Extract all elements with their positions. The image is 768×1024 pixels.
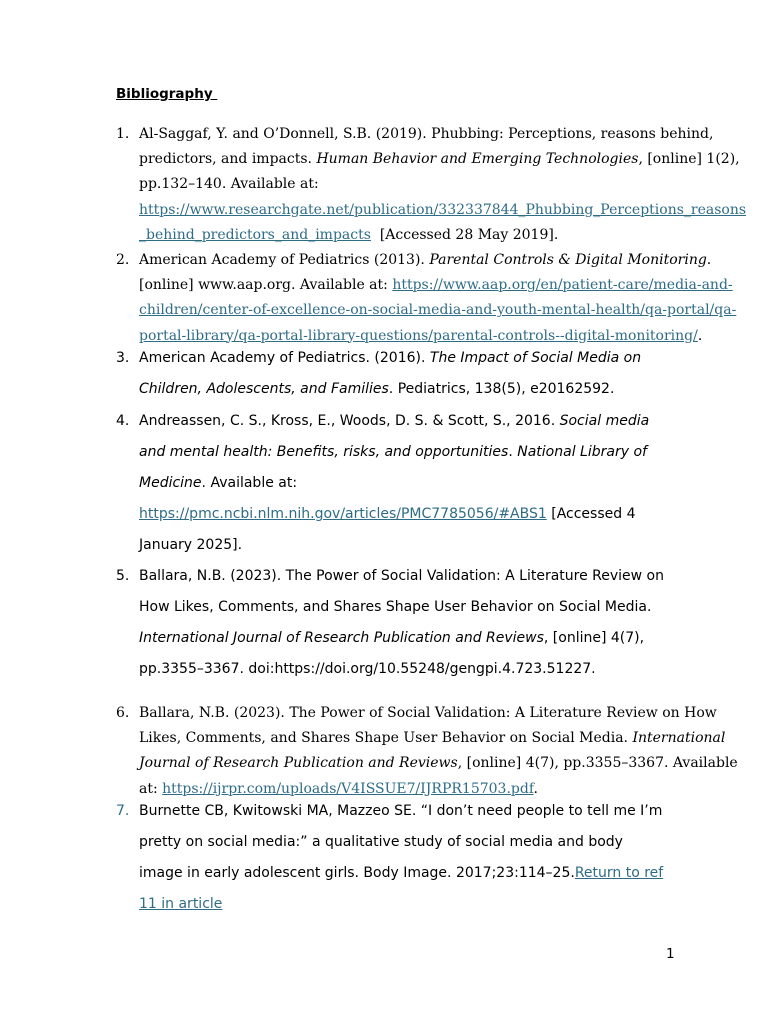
reference-title: The Impact of Social Media on (429, 350, 642, 366)
reference-number: 1. (116, 126, 130, 142)
journal-title: Journal of Research Publication and Reviews (139, 755, 458, 772)
reference-link[interactable]: portal-library/qa-portal-library-questions/parental-controls--digital-monitoring/ (139, 327, 698, 344)
reference-number: 4. (116, 413, 130, 429)
reference-text: Ballara, N.B. (2023). The Power of Social Validation: A Literature Review on How Likes, Comments, and Shares Shape User Behavior on Social Media. International Journal of Research Publication and Reviews, [online] 4(7), pp.3355–3367. Available at: https://ijrpr.com/uploads/V4ISSUE7/IJRPR15703.pdf. (139, 705, 738, 797)
reference-title: Parental Controls & Digital Monitoring (429, 252, 707, 268)
journal-title: International (632, 730, 726, 747)
reference-title: Children, Adolescents, and Families (139, 381, 389, 398)
reference-text: American Academy of Pediatrics (2013). Parental Controls & Digital Monitoring. [online] www.aap.org. Available at: https://www.aap.org/en/patient-care/media-and- children/center-of-excellence-on-social-media-and-youth-mental-health/qa-portal/qa- portal-library/qa-portal-library-questions/parental-controls--digital-monitoring/. (139, 252, 737, 344)
reference-link[interactable]: children/center-of-excellence-on-social-media-and-youth-mental-health/qa-portal/qa- (139, 302, 737, 319)
reference-title: and mental health: Benefits, risks, and opportunities (139, 444, 509, 461)
reference-text: Al-Saggaf, Y. and O’Donnell, S.B. (2019). Phubbing: Perceptions, reasons behind, predictors, and impacts. Human Behavior and Emerging Technologies, [online] 1(2), pp.132–140. Available at: https://www.researchgate.net/publication/332337844_Phubbing_Perceptions_reasons _behind_predictors_and_impacts [Accessed 28 May 2019]. (139, 126, 747, 243)
reference-text: Ballara, N.B. (2023). The Power of Social Validation: A Literature Review on How Likes, Comments, and Shares Shape User Behavior on Social Media. International Journal of Research Publication and Reviews, [online] 4(7), pp.3355–3367. doi:https://doi.org/10.55248/gengpi.4.723.51227. (139, 568, 664, 678)
reference-link[interactable]: https://www.aap.org/en/patient-care/media-and- (392, 277, 733, 294)
journal-title: Human Behavior and Emerging Technologies (316, 151, 639, 168)
reference-link[interactable]: _behind_predictors_and_impacts (139, 226, 371, 243)
return-to-ref-link[interactable]: Return to ref (574, 865, 664, 882)
reference-title: Social media (559, 413, 650, 429)
journal-title: International Journal of Research Publication and Reviews (139, 630, 544, 647)
bibliography-heading: Bibliography (116, 86, 218, 102)
reference-number: 6. (116, 705, 130, 721)
reference-number: 3. (116, 350, 130, 366)
reference-number: 2. (116, 252, 130, 268)
reference-link[interactable]: https://pmc.ncbi.nlm.nih.gov/articles/PMC7785056/#ABS1 (139, 506, 547, 523)
reference-text: Burnette CB, Kwitowski MA, Mazzeo SE. “I don’t need people to tell me I’m pretty on social media:” a qualitative study of social media and body image in early adolescent girls. Body Image. 2017;23:114–25.Return to ref 11 in article (139, 803, 664, 913)
journal-title: National Library of (517, 444, 647, 461)
page-number: 1 (666, 946, 675, 962)
return-to-ref-link[interactable]: 11 in article (139, 896, 223, 913)
reference-link[interactable]: https://www.researchgate.net/publication/332337844_Phubbing_Perceptions_reasons (139, 201, 747, 218)
reference-number: 5. (116, 568, 130, 584)
reference-link[interactable]: https://ijrpr.com/uploads/V4ISSUE7/IJRPR15703.pdf (162, 780, 534, 797)
reference-text: American Academy of Pediatrics. (2016). The Impact of Social Media on Children, Adolescents, and Families. Pediatrics, 138(5), e20162592. (139, 350, 642, 398)
journal-title: Medicine (139, 475, 202, 492)
reference-text: Andreassen, C. S., Kross, E., Woods, D. S. & Scott, S., 2016. Social media and mental health: Benefits, risks, and opportunities. National Library of Medicine. Available at: https://pmc.ncbi.nlm.nih.gov/articles/PMC7785056/#ABS1 [Accessed 4 January 2025]. (139, 413, 650, 554)
reference-number: 7. (116, 803, 130, 819)
